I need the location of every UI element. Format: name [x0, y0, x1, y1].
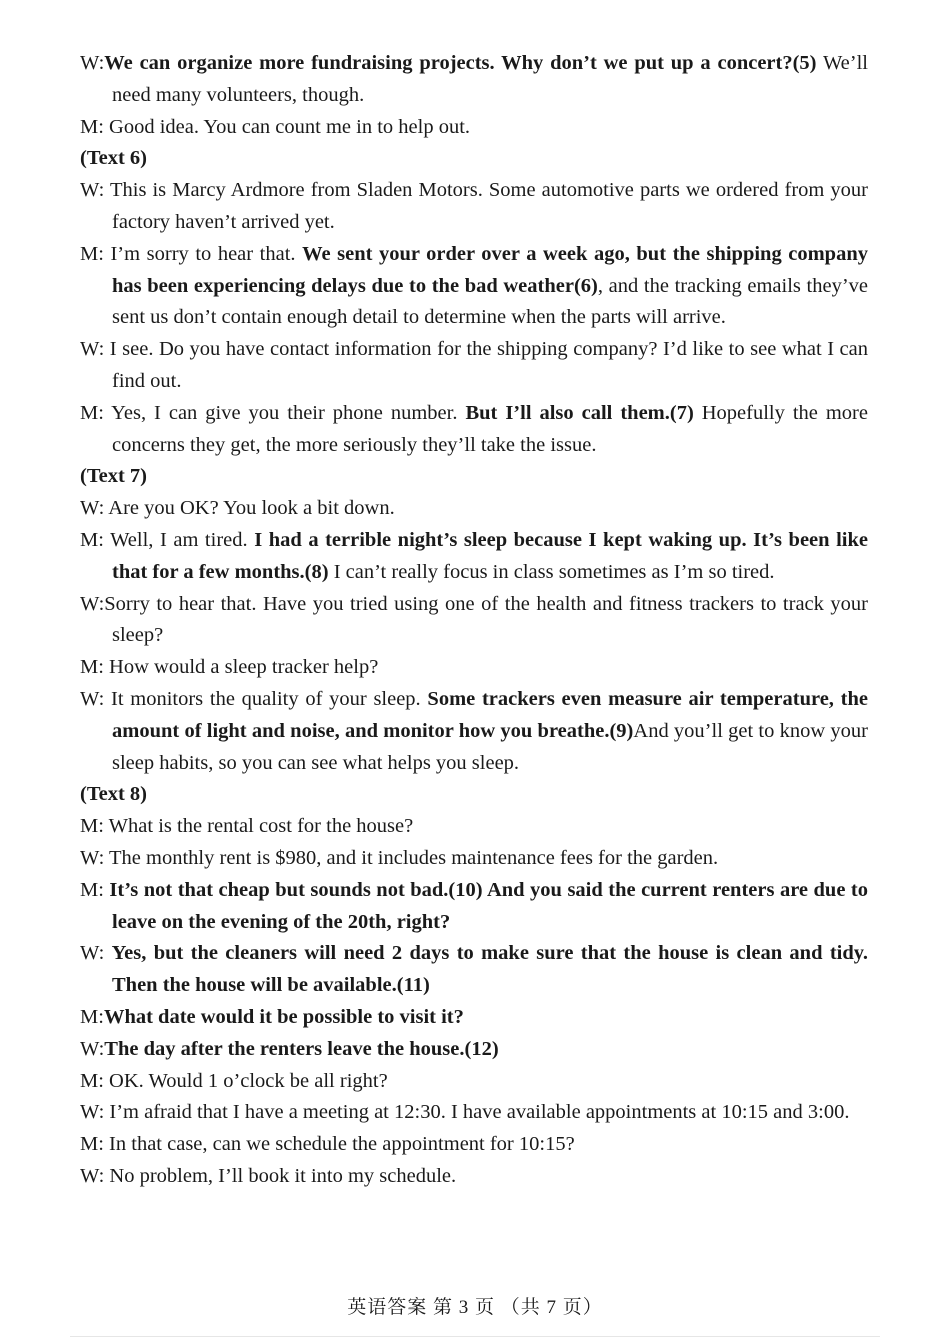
dialogue-turn [80, 1097, 868, 1129]
answer-highlight: But I’ll also call them.(7) [465, 401, 694, 424]
dialogue-turn [80, 239, 868, 334]
section-heading [80, 461, 868, 493]
dialogue-turn [80, 175, 868, 239]
dialogue-text: W: It monitors the quality of your sleep. [80, 687, 428, 710]
section-heading [80, 779, 868, 811]
dialogue-turn [80, 1161, 868, 1193]
dialogue-turn [80, 1002, 868, 1034]
dialogue-text: M: How would a sleep tracker help? [80, 656, 379, 679]
dialogue-turn [80, 811, 868, 843]
dialogue-text: M: What is the rental cost for the house? [80, 815, 414, 838]
dialogue-turn [80, 398, 868, 462]
dialogue-text: M: [80, 1005, 104, 1028]
dialogue-turn [80, 112, 868, 144]
answer-highlight: What date would it be possible to visit it? [103, 1005, 464, 1028]
dialogue-text: And you’ll get to know your sleep habits, so you can see what helps you sleep. [112, 719, 868, 774]
dialogue-text: W: I’m afraid that I have a meeting at 12:30. I have available appointments at 10:15 and 3:00. [80, 1101, 850, 1124]
dialogue-text: W: The monthly rent is $980, and it includes maintenance fees for the garden. [80, 846, 719, 869]
dialogue-text: , and the tracking emails they’ve sent us don’t contain enough detail to determine when the parts will arrive. [112, 274, 869, 329]
bottom-divider [70, 1336, 880, 1337]
dialogue-turn [80, 1066, 868, 1098]
answer-highlight: Yes, but the cleaners will need 2 days to make sure that the house is clean and tidy. Then the house will be available.(11) [111, 942, 868, 997]
dialogue-turn [80, 938, 868, 1002]
dialogue-text: M: Well, I am tired. [80, 528, 255, 551]
dialogue-text: W: No problem, I’ll book it into my schedule. [80, 1164, 457, 1187]
dialogue-text: M: Yes, I can give you their phone number. [80, 401, 466, 424]
dialogue-turn [80, 48, 868, 112]
dialogue-text: Hopefully the more concerns they get, the more seriously they’ll take the issue. [112, 401, 868, 456]
answer-highlight: We sent your order over a week ago, but the shipping company has been experiencing delays due to the bad weather(6) [112, 242, 868, 297]
transcript-body [80, 48, 868, 1193]
dialogue-turn [80, 589, 868, 653]
dialogue-text: M: I’m sorry to hear that. [80, 242, 303, 265]
answer-highlight: We can organize more fundraising projects. Why don’t we put up a concert?(5) [104, 52, 817, 74]
answer-highlight: The day after the renters leave the house.(12) [104, 1037, 499, 1060]
dialogue-turn [80, 843, 868, 875]
dialogue-text: We’ll need many volunteers, though. [112, 52, 868, 106]
dialogue-text: M: In that case, can we schedule the appointment for 10:15? [80, 1133, 575, 1156]
dialogue-turn [80, 493, 868, 525]
dialogue-text: W: [80, 942, 112, 965]
answer-highlight: Some trackers even measure air temperature, the amount of light and noise, and monitor how you breathe.(9) [112, 687, 868, 742]
section-heading [80, 143, 868, 175]
dialogue-turn [80, 525, 868, 589]
dialogue-text: M: [80, 878, 110, 901]
answer-highlight: It’s not that cheap but sounds not bad.(10) And you said the current renters are due to leave on the evening of the 20th, right? [109, 878, 868, 933]
dialogue-text: W: I see. Do you have contact information for the shipping company? I’d like to see what I can find out. [80, 338, 868, 392]
answer-highlight: (Text 7) [80, 465, 147, 488]
dialogue-turn [80, 1129, 868, 1161]
dialogue-turn [80, 334, 868, 398]
dialogue-turn [80, 875, 868, 939]
dialogue-text: W:Sorry to hear that. Have you tried using one of the health and fitness trackers to track your sleep? [80, 592, 868, 647]
dialogue-turn [80, 684, 868, 779]
answer-highlight: (Text 6) [80, 147, 147, 170]
dialogue-text: W: Are you OK? You look a bit down. [80, 497, 395, 520]
answer-highlight: I had a terrible night’s sleep because I kept waking up. It’s been like that for a few months.(8) [112, 528, 868, 583]
dialogue-text: I can’t really focus in class sometimes as I’m so tired. [328, 560, 775, 583]
page-footer: 英语答案 第 3 页 （共 7 页） [347, 1297, 603, 1318]
dialogue-text: W: [80, 1037, 105, 1060]
dialogue-turn [80, 1034, 868, 1066]
dialogue-text: W: [80, 52, 105, 74]
answer-highlight: (Text 8) [80, 783, 147, 806]
dialogue-turn [80, 652, 868, 684]
dialogue-text: W: This is Marcy Ardmore from Sladen Motors. Some automotive parts we ordered from your factory haven’t arrived yet. [80, 179, 868, 233]
dialogue-text: M: OK. Would 1 o’clock be all right? [80, 1069, 388, 1092]
dialogue-text: M: Good idea. You can count me in to help out. [80, 115, 471, 138]
